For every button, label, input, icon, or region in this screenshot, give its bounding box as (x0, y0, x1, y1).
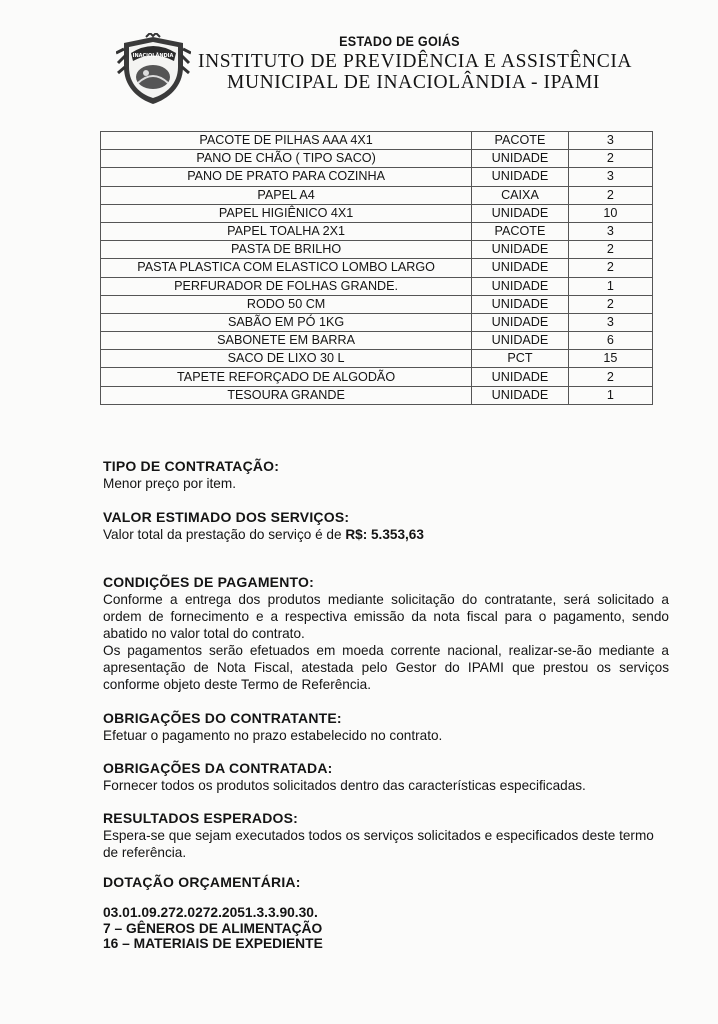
item-quantity: 3 (568, 132, 652, 150)
item-description: PACOTE DE PILHAS AAA 4X1 (101, 132, 472, 150)
item-description: PAPEL HIGIÊNICO 4X1 (101, 204, 472, 222)
item-unit: UNIDADE (472, 204, 569, 222)
resultados-heading: RESULTADOS ESPERADOS: (103, 810, 299, 826)
item-description: PASTA DE BRILHO (101, 241, 472, 259)
table-row (101, 386, 653, 404)
table-row (101, 132, 653, 150)
table-row (101, 277, 653, 295)
item-unit: PACOTE (472, 132, 569, 150)
item-description: PANO DE CHÃO ( TIPO SACO) (101, 150, 472, 168)
item-unit: UNIDADE (472, 295, 569, 313)
item-quantity: 6 (568, 332, 652, 350)
item-quantity: 2 (568, 295, 652, 313)
table-row (101, 313, 653, 331)
item-unit: UNIDADE (472, 386, 569, 404)
item-quantity: 2 (568, 241, 652, 259)
item-quantity: 2 (568, 368, 652, 386)
items-table-body (101, 132, 653, 405)
table-row (101, 332, 653, 350)
condicoes-section (103, 574, 669, 693)
item-unit: UNIDADE (472, 168, 569, 186)
item-unit: CAIXA (472, 186, 569, 204)
valor-text: Valor total da prestação do serviço é de (103, 527, 346, 542)
tipo-section (103, 458, 669, 492)
item-description: SABONETE EM BARRA (101, 332, 472, 350)
contratante-section (103, 710, 669, 744)
item-description: PANO DE PRATO PARA COZINHA (101, 168, 472, 186)
contratada-heading: OBRIGAÇÕES DA CONTRATADA: (103, 760, 333, 776)
item-unit: UNIDADE (472, 332, 569, 350)
item-quantity: 2 (568, 259, 652, 277)
contratada-section (103, 760, 669, 794)
contratante-heading: OBRIGAÇÕES DO CONTRATANTE: (103, 710, 342, 726)
dotacao-code: 03.01.09.272.0272.2051.3.3.90.30. (103, 905, 318, 920)
item-description: TAPETE REFORÇADO DE ALGODÃO (101, 368, 472, 386)
item-quantity: 10 (568, 204, 652, 222)
table-row (101, 186, 653, 204)
table-row (101, 259, 653, 277)
item-description: PAPEL TOALHA 2X1 (101, 222, 472, 240)
table-row (101, 204, 653, 222)
item-unit: PCT (472, 350, 569, 368)
items-table (100, 131, 653, 405)
condicoes-paragraph-1: Conforme a entrega dos produtos mediante solicitação do contratante, será solicitado a ordem de fornecimento e a respectiva emissão da nota fiscal para o pagamento, sendo abatido no valor total do contrato. (103, 592, 669, 641)
item-description: RODO 50 CM (101, 295, 472, 313)
contratante-text: Efetuar o pagamento no prazo estabelecido no contrato. (103, 728, 443, 743)
valor-section (103, 509, 669, 543)
item-quantity: 1 (568, 386, 652, 404)
item-description: SABÃO EM PÓ 1KG (101, 313, 472, 331)
item-unit: UNIDADE (472, 368, 569, 386)
item-quantity: 2 (568, 150, 652, 168)
dotacao-section (103, 874, 669, 952)
table-row (101, 368, 653, 386)
resultados-text: Espera-se que sejam executados todos os serviços solicitados e especificados deste termo de referência. (103, 828, 654, 860)
item-description: SACO DE LIXO 30 L (101, 350, 472, 368)
item-quantity: 1 (568, 277, 652, 295)
contratada-text: Fornecer todos os produtos solicitados dentro das características especificadas. (103, 778, 586, 793)
table-row (101, 150, 653, 168)
condicoes-paragraph-2: Os pagamentos serão efetuados em moeda corrente nacional, realizar-se-ão mediante a apresentação de Nota Fiscal, atestada pelo Gestor do IPAMI que prestou os serviços conforme objeto deste Termo de Referência. (103, 643, 669, 692)
tipo-heading: TIPO DE CONTRATAÇÃO: (103, 458, 280, 474)
table-row (101, 222, 653, 240)
item-quantity: 3 (568, 313, 652, 331)
tipo-text: Menor preço por item. (103, 476, 236, 491)
table-row (101, 241, 653, 259)
item-description: PAPEL A4 (101, 186, 472, 204)
item-description: TESOURA GRANDE (101, 386, 472, 404)
dotacao-item-16: 16 – MATERIAIS DE EXPEDIENTE (103, 936, 323, 951)
dotacao-item-7: 7 – GÊNEROS DE ALIMENTAÇÃO (103, 920, 323, 936)
item-unit: UNIDADE (472, 277, 569, 295)
item-unit: UNIDADE (472, 241, 569, 259)
seal-text: INACIOLÂNDIA (132, 53, 174, 59)
valor-amount: R$: 5.353,63 (345, 527, 424, 542)
condicoes-heading: CONDIÇÕES DE PAGAMENTO: (103, 574, 314, 590)
table-row (101, 168, 653, 186)
valor-heading: VALOR ESTIMADO DOS SERVIÇOS: (103, 509, 350, 525)
item-quantity: 3 (568, 168, 652, 186)
item-description: PASTA PLASTICA COM ELASTICO LOMBO LARGO (101, 259, 472, 277)
table-row (101, 350, 653, 368)
item-unit: PACOTE (472, 222, 569, 240)
item-unit: UNIDADE (472, 259, 569, 277)
item-description: PERFURADOR DE FOLHAS GRANDE. (101, 277, 472, 295)
item-quantity: 15 (568, 350, 652, 368)
institute-name-line2: MUNICIPAL DE INACIOLÂNDIA - IPAMI (227, 72, 600, 93)
table-row (101, 295, 653, 313)
item-unit: UNIDADE (472, 150, 569, 168)
dotacao-heading: DOTAÇÃO ORÇAMENTÁRIA: (103, 874, 301, 890)
institute-name-line1: INSTITUTO DE PREVIDÊNCIA E ASSISTÊNCIA (198, 51, 633, 72)
resultados-section (103, 810, 669, 861)
state-name: ESTADO DE GOIÁS (339, 33, 460, 49)
item-quantity: 3 (568, 222, 652, 240)
item-unit: UNIDADE (472, 313, 569, 331)
valor-line (103, 526, 669, 543)
item-quantity: 2 (568, 186, 652, 204)
